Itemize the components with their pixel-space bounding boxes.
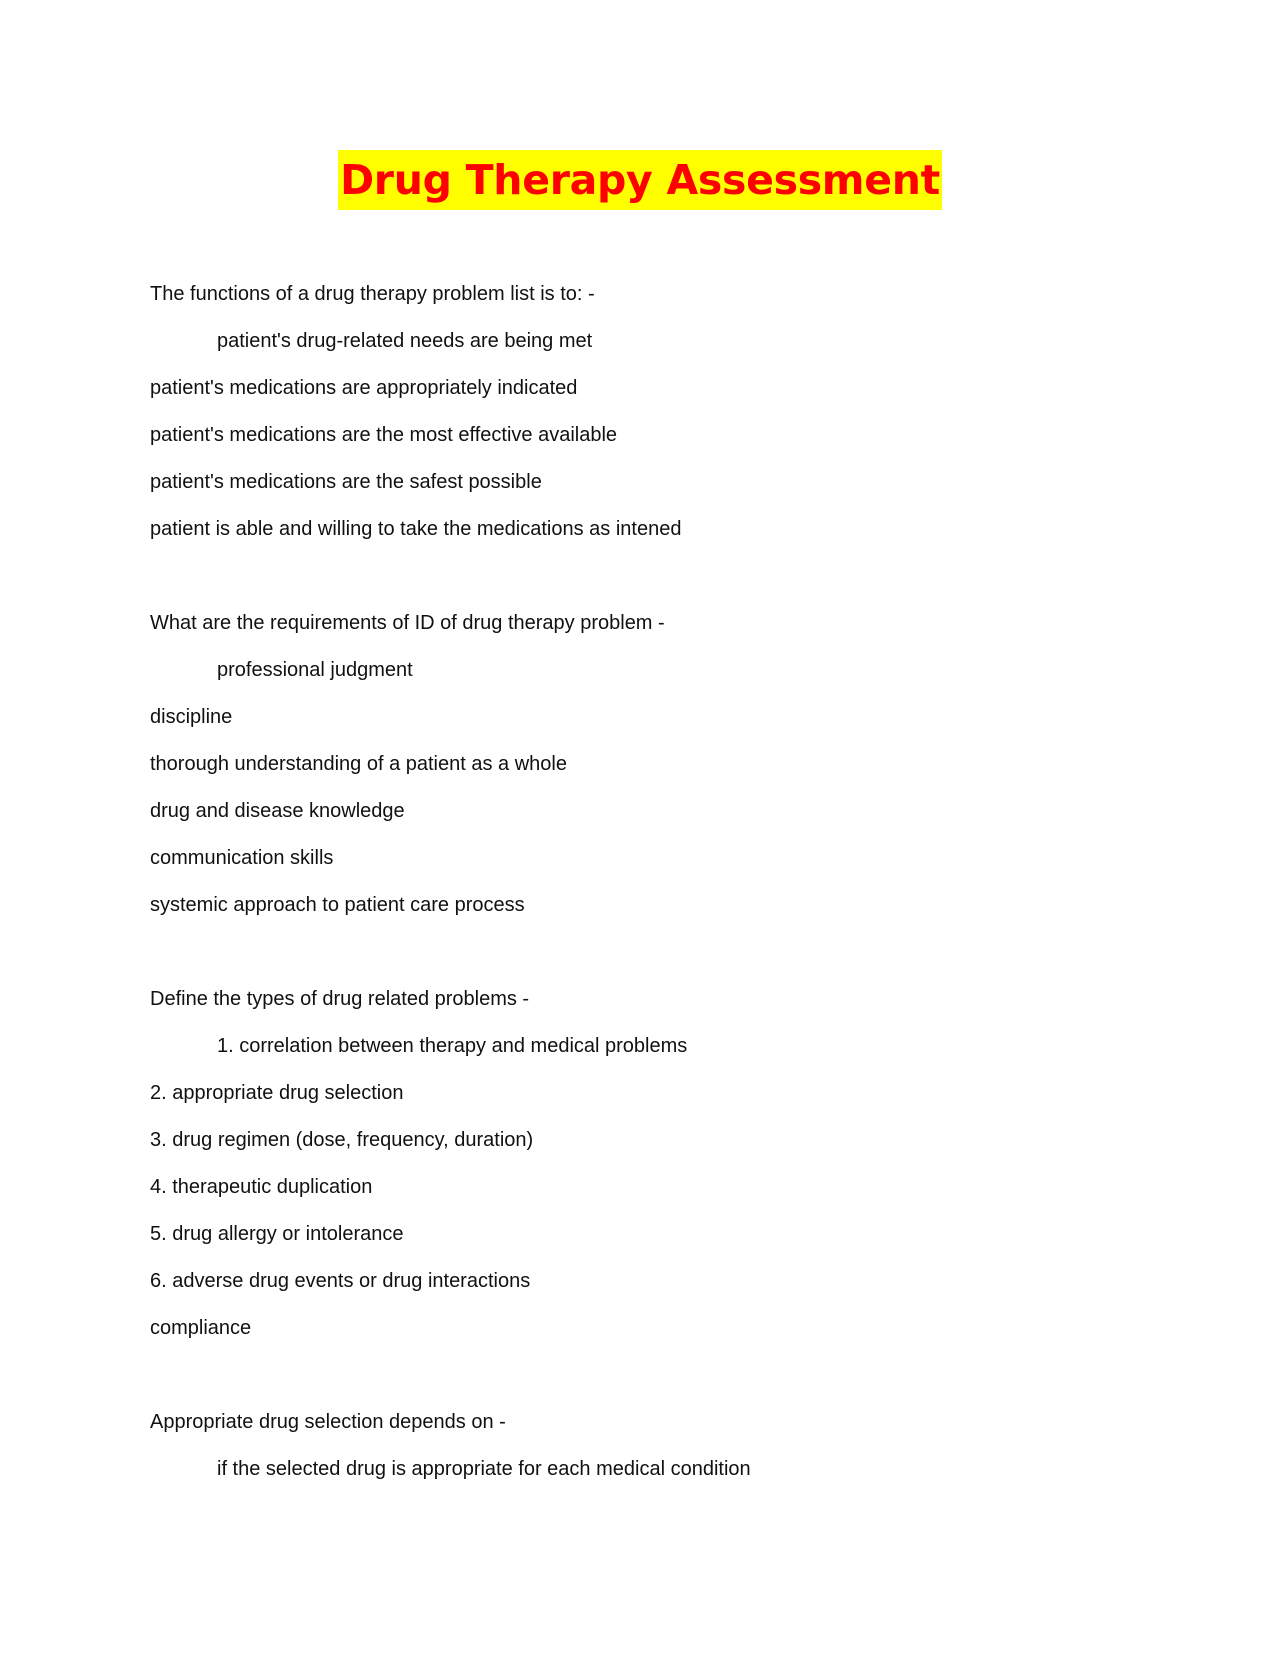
answer-line: patient's drug-related needs are being met: [217, 330, 593, 352]
title-container: [0, 150, 1280, 210]
answer-line: 3. drug regimen (dose, frequency, duration): [150, 1129, 534, 1151]
question-text: Appropriate drug selection depends on -: [150, 1411, 506, 1433]
question-text: What are the requirements of ID of drug therapy problem -: [150, 612, 665, 634]
answer-line: drug and disease knowledge: [150, 800, 405, 822]
answer-line: thorough understanding of a patient as a whole: [150, 753, 567, 775]
answer-line: discipline: [150, 706, 233, 728]
answer-line: 6. adverse drug events or drug interactions: [150, 1270, 531, 1292]
section-gap: [150, 1352, 1150, 1399]
answer-line: patient is able and willing to take the medications as intened: [150, 518, 682, 540]
document-body: [150, 271, 1150, 1493]
answer-line: 4. therapeutic duplication: [150, 1176, 373, 1198]
question-text: Define the types of drug related problems -: [150, 988, 530, 1010]
question-text: The functions of a drug therapy problem list is to: -: [150, 283, 595, 305]
answer-line: communication skills: [150, 847, 334, 869]
answer-line: patient's medications are the safest possible: [150, 471, 542, 493]
answer-line: if the selected drug is appropriate for each medical condition: [217, 1458, 751, 1480]
answer-line: 2. appropriate drug selection: [150, 1082, 404, 1104]
answer-line: patient's medications are the most effective available: [150, 424, 618, 446]
answer-line: professional judgment: [217, 659, 413, 681]
answer-line: systemic approach to patient care process: [150, 894, 525, 916]
answer-line: patient's medications are appropriately indicated: [150, 377, 578, 399]
document-title: Drug Therapy Assessment: [338, 150, 942, 210]
answer-line: 5. drug allergy or intolerance: [150, 1223, 404, 1245]
answer-line: 1. correlation between therapy and medical problems: [217, 1035, 688, 1057]
section-gap: [150, 929, 1150, 976]
answer-line: compliance: [150, 1317, 252, 1339]
section-gap: [150, 553, 1150, 600]
